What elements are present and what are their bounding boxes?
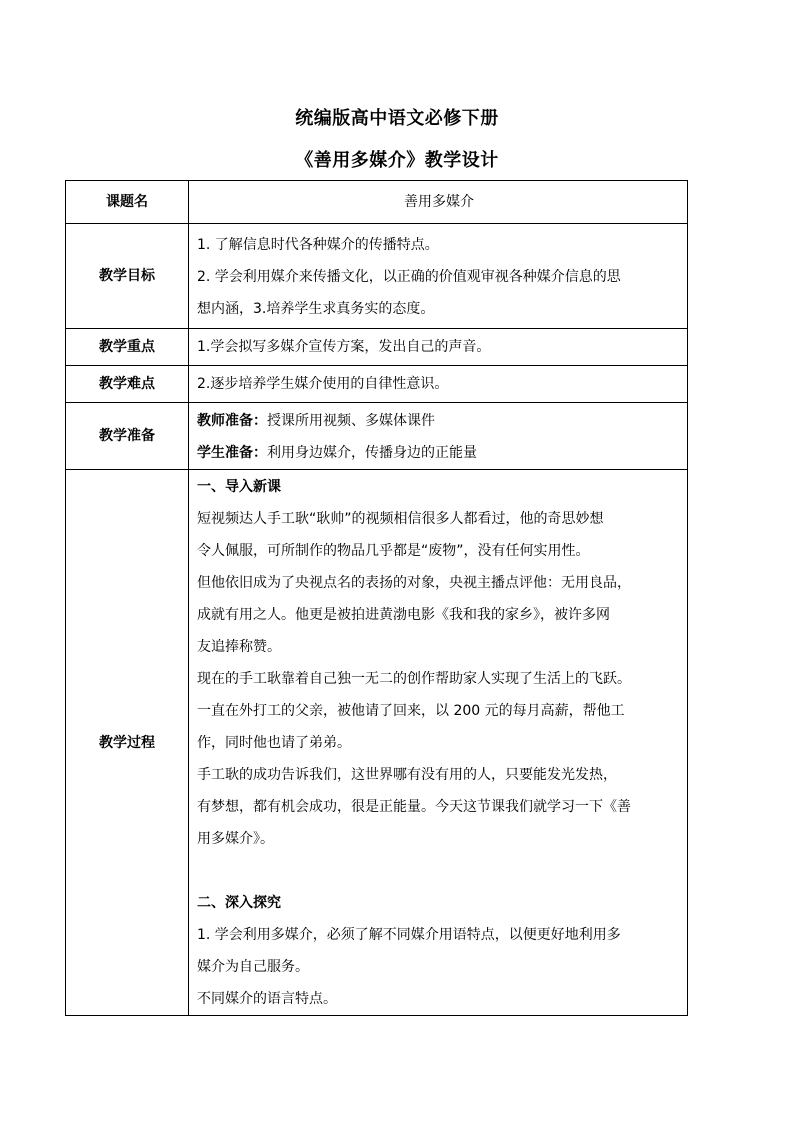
process-paragraph-line: 成就有用之人。他更是被拍进黄渤电影《我和我的家乡》，被许多网 xyxy=(197,607,610,623)
process-paragraph-line: 一直在外打工的父亲，被他请了回来，以 200 元的每月高薪，帮他工 xyxy=(197,703,625,719)
lesson-plan-table xyxy=(65,180,688,1016)
process-paragraph-line: 友追捧称赞。 xyxy=(197,639,281,655)
course-name-value: 善用多媒介 xyxy=(189,181,688,224)
process-paragraph-line: 作，同时他也请了弟弟。 xyxy=(197,735,351,751)
goals-line: 想内涵，3.培养学生求真务实的态度。 xyxy=(197,300,435,317)
document-subtitle: 《善用多媒介》教学设计 xyxy=(295,150,499,171)
blank-line xyxy=(197,855,681,887)
table-row-preparation xyxy=(66,403,688,470)
table-row-course-name xyxy=(66,181,688,224)
key-points-label: 教学重点 xyxy=(66,329,189,366)
process-paragraph-line: 短视频达人手工耿“耿帅”的视频相信很多人都看过，他的奇思妙想 xyxy=(197,511,604,527)
table-row-key-points xyxy=(66,329,688,366)
student-preparation-label: 学生准备： xyxy=(197,444,267,461)
preparation-label: 教学准备 xyxy=(66,403,189,470)
document-title: 统编版高中语文必修下册 xyxy=(295,108,499,129)
key-points-value: 1.学会拟写多媒介宣传方案，发出自己的声音。 xyxy=(189,329,688,366)
process-label: 教学过程 xyxy=(66,470,189,1016)
process-paragraph-line: 令人佩服，可所制作的物品几乎都是“废物”，没有任何实用性。 xyxy=(197,543,590,559)
section-heading-intro: 一、导入新课 xyxy=(197,479,281,495)
section-heading-explore: 二、深入探究 xyxy=(197,895,281,911)
process-paragraph-line: 有梦想，都有机会成功，很是正能量。今天这节课我们就学习一下《善 xyxy=(197,799,631,815)
process-paragraph-line: 用多媒介》。 xyxy=(197,831,274,847)
process-paragraph-line: 不同媒介的语言特点。 xyxy=(197,991,337,1007)
table-row-difficulty xyxy=(66,366,688,403)
preparation-content xyxy=(189,403,688,470)
difficulty-label: 教学难点 xyxy=(66,366,189,403)
process-paragraph-line: 手工耿的成功告诉我们，这世界哪有没有用的人，只要能发光发热， xyxy=(197,767,617,783)
teacher-preparation-text: 授课所用视频、多媒体课件 xyxy=(267,412,435,429)
goals-content xyxy=(189,224,688,329)
process-paragraph-line: 1. 学会利用多媒介，必须了解不同媒介用语特点，以便更好地利用多 xyxy=(197,927,621,943)
student-preparation-text: 利用身边媒介，传播身边的正能量 xyxy=(267,444,477,461)
process-paragraph-line: 但他依旧成为了央视点名的表扬的对象，央视主播点评他：无用良品， xyxy=(197,575,631,591)
goals-line: 2. 学会利用媒介来传播文化，以正确的价值观审视各种媒介信息的思 xyxy=(197,268,621,285)
process-paragraph-line: 现在的手工耿靠着自己独一无二的创作帮助家人实现了生活上的飞跃。 xyxy=(197,671,631,687)
process-paragraph-line: 媒介为自己服务。 xyxy=(197,959,309,975)
teacher-preparation-label: 教师准备： xyxy=(197,412,267,429)
goals-label: 教学目标 xyxy=(66,224,189,329)
course-name-label: 课题名 xyxy=(66,181,189,224)
goals-line: 1. 了解信息时代各种媒介的传播特点。 xyxy=(197,236,439,253)
table-row-goals xyxy=(66,224,688,329)
teacher-preparation xyxy=(197,405,681,437)
student-preparation xyxy=(197,437,681,469)
process-content xyxy=(189,470,688,1016)
table-row-process xyxy=(66,470,688,1016)
difficulty-value: 2.逐步培养学生媒介使用的自律性意识。 xyxy=(189,366,688,403)
